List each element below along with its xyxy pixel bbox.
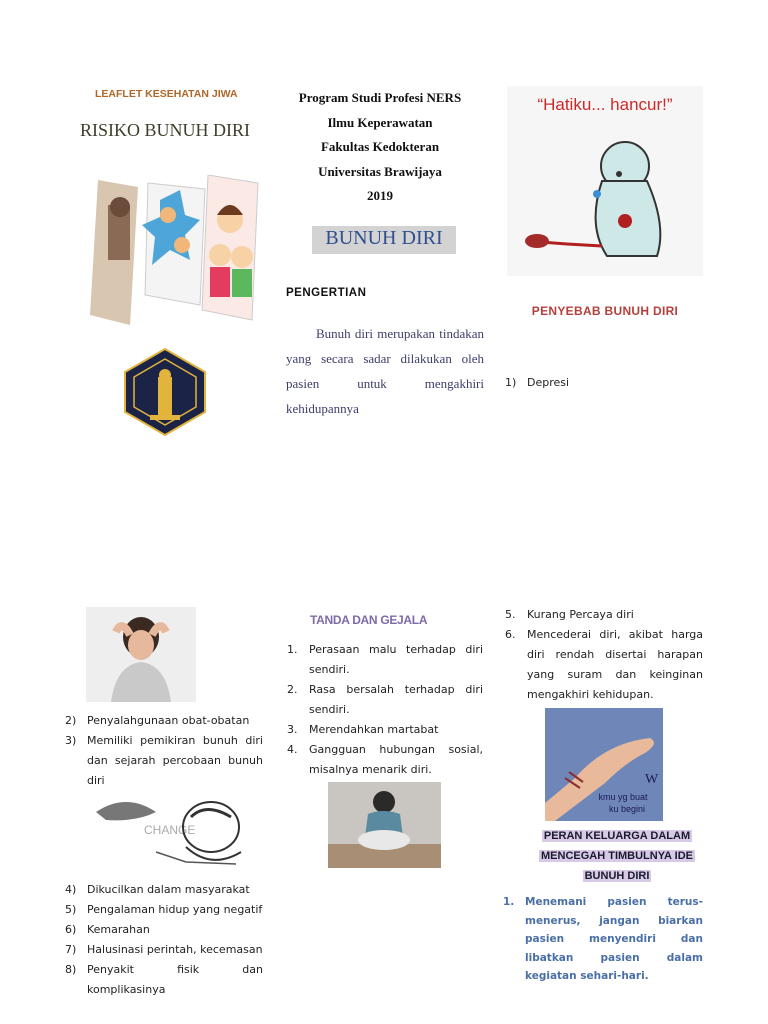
pengertian-heading: PENGERTIAN <box>286 287 367 299</box>
leaflet-label: LEAFLET KESEHATAN JIWA <box>95 88 238 100</box>
list-item: 7) Halusinasi perintah, kecemasan <box>65 943 263 956</box>
list-item: 6) Kemarahan <box>65 923 150 936</box>
causes-list-part-1 <box>505 373 705 393</box>
collage-image <box>90 175 260 330</box>
list-item: 2) Penyalahgunaan obat-obatan <box>65 714 250 727</box>
institution-block <box>285 86 475 209</box>
penyebab-heading: PENYEBAB BUNUH DIRI <box>531 304 679 318</box>
pengertian-text: Bunuh diri merupakan tindakan yang secara sadar dilakukan oleh pasien untuk mengakhiri kehidupannya <box>286 326 484 416</box>
signs-list-part-1 <box>287 640 483 780</box>
causes-list-part-2 <box>65 711 263 791</box>
list-item: 1) Depresi <box>505 376 570 389</box>
section-title: BUNUH DIRI <box>325 227 443 249</box>
list-item: 1. Perasaan malu terhadap diri sendiri. <box>287 643 483 676</box>
signs-list-part-2 <box>505 605 703 705</box>
sad-person-photo <box>328 782 441 868</box>
list-item: 2. Rasa bersalah terhadap diri sendiri. <box>287 683 483 716</box>
wrist-photo <box>545 708 663 821</box>
list-item: 3. Merendahkan martabat <box>287 723 439 736</box>
wrist-caption-2: ku begini <box>608 804 646 814</box>
program-name: Program Studi Profesi NERS <box>298 90 462 105</box>
list-item: 3) Memiliki pemikiran bunuh diri dan sejarah percobaan bunuh diri <box>65 734 263 787</box>
tanda-heading: TANDA DAN GEJALA <box>310 613 428 627</box>
main-title: RISIKO BUNUH DIRI <box>80 120 250 140</box>
hatiku-caption: “Hatiku... hancur!” <box>537 95 673 114</box>
university-logo <box>120 347 210 437</box>
wrist-caption-1: kmu yg buat <box>598 792 648 802</box>
list-item: 6. Mencederai diri, akibat harga diri rendah disertai harapan yang suram dan keinginan mengakhiri kehidupan. <box>505 628 703 701</box>
department-name: Ilmu Keperawatan <box>327 114 433 130</box>
list-item: 4. Gangguan hubungan sosial, misalnya menarik diri. <box>287 743 483 776</box>
family-roles-list <box>503 893 703 986</box>
change-text: CHANGE <box>144 823 196 837</box>
university-name: Universitas Brawijaya <box>318 163 442 179</box>
year: 2019 <box>367 188 393 203</box>
list-item: 1. Menemani pasien terus-menerus, jangan biarkan pasien menyendiri dan libatkan pasien dalam kegiatan sehari-hari. <box>503 896 703 982</box>
broken-heart-illustration <box>507 86 703 276</box>
list-item: 8) Penyakit fisik dan komplikasinya <box>65 963 263 996</box>
stressed-person-photo <box>86 607 196 702</box>
list-item: 5) Pengalaman hidup yang negatif <box>65 903 263 916</box>
list-item: 5. Kurang Percaya diri <box>505 608 634 621</box>
peran-keluarga-heading: PERAN KELUARGA DALAM MENCEGAH TIMBULNYA IDE BUNUH DIRI <box>541 830 693 882</box>
faculty-name: Fakultas Kedokteran <box>320 139 440 154</box>
svg-text:W: W <box>645 772 659 787</box>
list-item: 4) Dikucilkan dalam masyarakat <box>65 883 250 896</box>
causes-list-part-3 <box>65 880 263 1000</box>
change-sketch-image <box>86 792 250 872</box>
